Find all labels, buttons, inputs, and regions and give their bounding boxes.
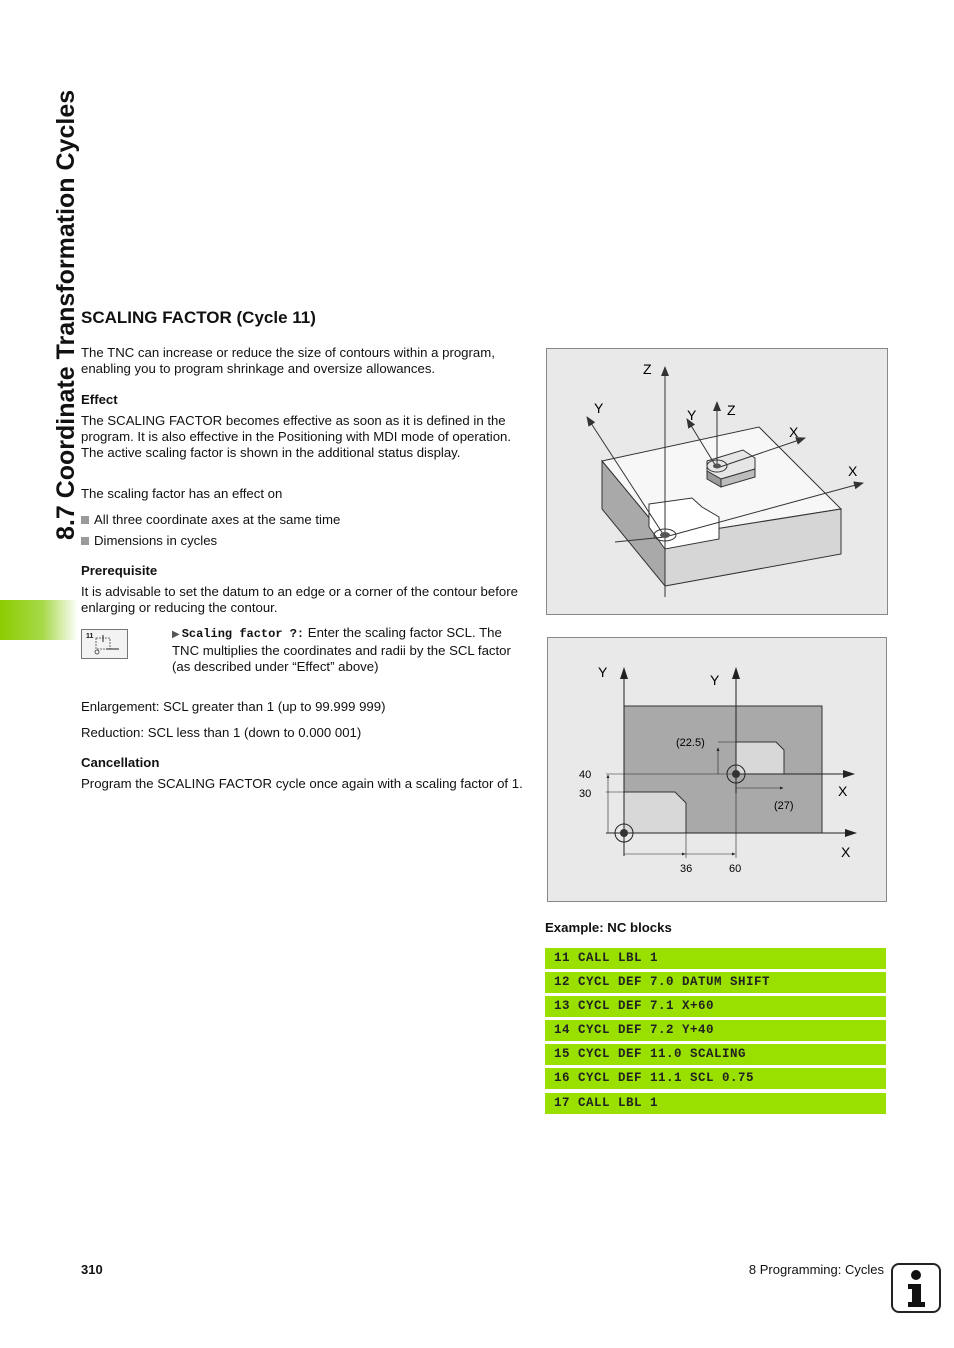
footer-section: 8 Programming: Cycles	[748, 1262, 884, 1277]
example-heading: Example: NC blocks	[545, 920, 672, 935]
axis-label-x: X	[841, 844, 851, 860]
chapter-title: 8.7 Coordinate Transformation Cycles	[52, 89, 80, 540]
nc-block: 11 CALL LBL 1	[545, 948, 886, 969]
prerequisite-heading: Prerequisite	[81, 563, 158, 578]
effect-heading: Effect	[81, 392, 118, 407]
effect-lead: The scaling factor has an effect on	[81, 486, 283, 501]
info-icon[interactable]	[891, 1263, 941, 1313]
nc-block: 15 CYCL DEF 11.0 SCALING	[545, 1044, 886, 1065]
bullet-square-icon	[81, 516, 89, 524]
scaling-3d-illustration	[547, 349, 887, 614]
nc-block: 14 CYCL DEF 7.2 Y+40	[545, 1020, 886, 1041]
arrow-right-icon: ▶	[172, 629, 180, 640]
dialog-description: Enter the scaling factor SCL. The TNC multiplies the coordinates and radii by the SCL factor (as described under “Effect” above)	[172, 625, 511, 674]
axis-label-z-small: Z	[727, 402, 736, 418]
intro-text: The TNC can increase or reduce the size of contours within a program, enabling you to program shrinkage and oversize allowances.	[81, 345, 495, 376]
bullet-square-icon	[81, 537, 89, 545]
scaling-2d-illustration	[548, 638, 886, 901]
bullet-item: Dimensions in cycles	[81, 533, 217, 548]
cancellation-text: Program the SCALING FACTOR cycle once again with a scaling factor of 1.	[81, 776, 523, 791]
dimension-22-5: (22.5)	[676, 737, 705, 749]
dialog-description-block	[172, 625, 524, 675]
axis-label-y: Y	[598, 664, 608, 680]
dimension-60: 60	[729, 863, 742, 875]
axis-label-y: Y	[594, 400, 604, 416]
axis-label-x-small: X	[789, 424, 799, 440]
page-number: 310	[81, 1262, 103, 1277]
effect-text: The SCALING FACTOR becomes effective as soon as it is defined in the program. It is also effective in the Positioning with MDI mode of operation. The active scaling factor is shown in the additional status display.	[81, 413, 512, 460]
axis-label-x-shifted: X	[838, 783, 848, 799]
nc-block: 13 CYCL DEF 7.1 X+60	[545, 996, 886, 1017]
section-title: SCALING FACTOR (Cycle 11)	[81, 308, 316, 327]
cancellation-heading: Cancellation	[81, 755, 160, 770]
dimension-27: (27)	[774, 800, 794, 812]
dialog-prompt: Scaling factor ?:	[181, 627, 305, 641]
dimension-40: 40	[579, 769, 592, 781]
dimension-36: 36	[680, 863, 693, 875]
nc-block: 16 CYCL DEF 11.1 SCL 0.75	[545, 1068, 886, 1089]
figure-3d-scaling	[546, 348, 888, 615]
nc-block: 17 CALL LBL 1	[545, 1093, 886, 1114]
reduction-text: Reduction: SCL less than 1 (down to 0.000 001)	[81, 725, 362, 740]
chapter-tab	[0, 600, 78, 640]
enlargement-text: Enlargement: SCL greater than 1 (up to 99.999 999)	[81, 699, 386, 714]
dimension-30: 30	[579, 788, 592, 800]
axis-label-y-shifted: Y	[710, 672, 720, 688]
axis-label-x: X	[848, 463, 858, 479]
softkey-number: 11	[86, 633, 94, 640]
axis-label-y-small: Y	[687, 407, 697, 423]
prerequisite-text: It is advisable to set the datum to an edge or a corner of the contour before enlarging or reducing the contour.	[81, 584, 518, 615]
scaling-cycle-softkey[interactable]	[81, 629, 128, 659]
bullet-item: All three coordinate axes at the same time	[81, 512, 340, 527]
axis-label-z: Z	[643, 361, 652, 377]
nc-block: 12 CYCL DEF 7.0 DATUM SHIFT	[545, 972, 886, 993]
figure-2d-scaling	[547, 637, 887, 902]
scaling-cycle-icon	[82, 630, 127, 658]
